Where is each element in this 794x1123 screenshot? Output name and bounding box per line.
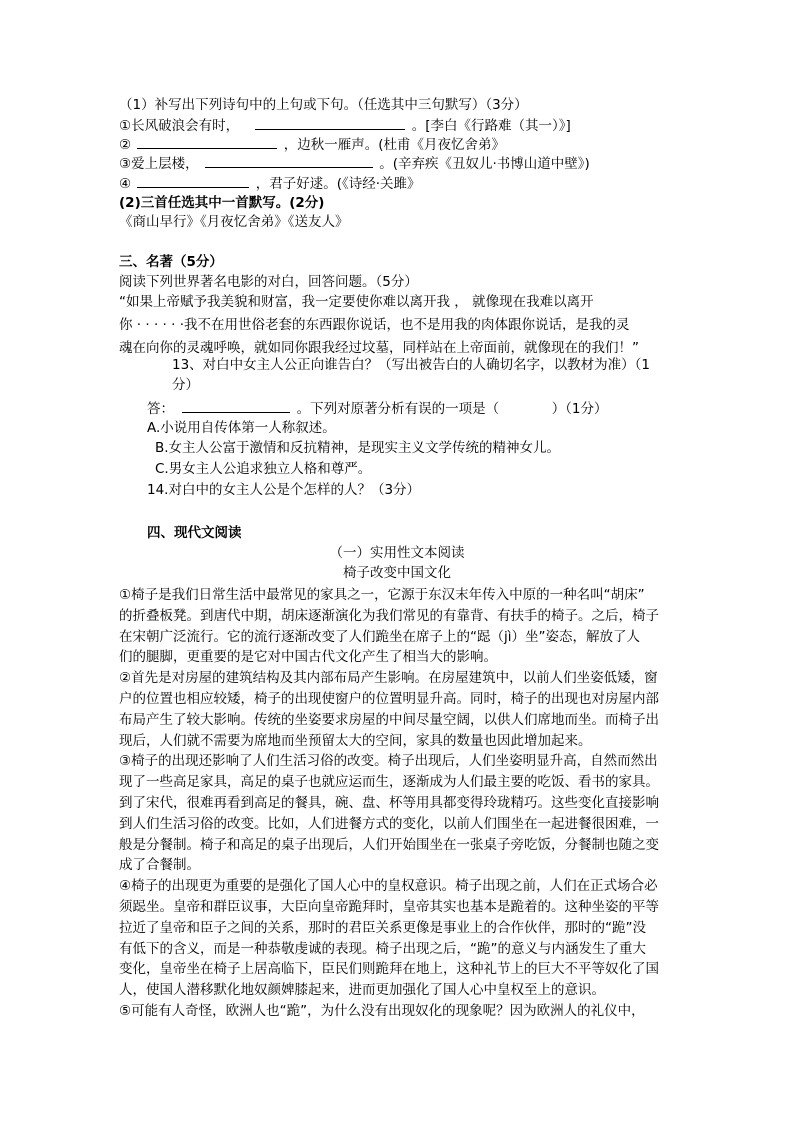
article-line: 到了宋代，很难再看到高足的餐具，碗、盘、杯等用具都变得玲珑精巧。这些变化直接影响 xyxy=(119,795,659,811)
article-line: 成了合餐制。 xyxy=(119,857,200,874)
dialogue-quote-line: 魂在向你的灵魂呼唤，就如同你跟我经过坟墓，同样站在上帝面前，就像现在的我们！” xyxy=(119,340,639,356)
question-14: 14.对白中的女主人公是个怎样的人？（3分） xyxy=(147,482,421,498)
recitation-poem-titles: 《商山早行》《月夜忆舍弟》《送友人》 xyxy=(119,214,349,230)
article-line: 到人们生活习俗的改变。比如，人们进餐方式的变化，以前人们围坐在一起进餐很困难，一 xyxy=(119,815,659,832)
article-line: 般是分餐制。椅子和高足的桌子出现后，人们开始围坐在一张桌子旁吃饭，分餐制也随之变 xyxy=(119,836,659,853)
poetry-item-1: ①长风破浪会有时， 。[李白《行路难（其一）》] xyxy=(119,115,571,136)
answer-blank[interactable] xyxy=(182,398,290,413)
dialogue-quote-line: “如果上帝赋予我美貌和财富，我一定要使你难以离开我 ， 就像现在我难以离开 xyxy=(119,294,594,310)
article-line: 在宋朝广泛流行。它的流行逐渐改变了人们跪坐在席子上的“跽（jì）坐”姿态，解放了人 xyxy=(119,628,640,645)
option-b: B.女主人公富于激情和反抗精神，是现实主义文学传统的精神女儿。 xyxy=(155,440,561,456)
article-line: 现了一些高足家具，高足的桌子也就应运而生，逐渐成为人们最主要的吃饭、看书的家具。 xyxy=(119,774,659,791)
answer-row: 答： 。下列对原著分析有误的一项是（ ）（1分） xyxy=(147,398,608,419)
section-4-heading: 四、现代文阅读 xyxy=(147,525,242,541)
poetry-question-header: （1）补写出下列诗句中的上句或下句。（任选其中三句默写）（3分） xyxy=(119,97,528,113)
article-line: 布局产生了较大影响。传统的坐姿要求房屋的中间尽量空阔，以供人们席地而坐。而椅子出 xyxy=(119,711,659,728)
recitation-question-header: (2)三首任选其中一首默写。(2分) xyxy=(119,195,325,211)
answer-blank[interactable] xyxy=(137,134,277,149)
article-line: ②首先是对房屋的建筑结构及其内部布局产生影响。在房屋建筑中，以前人们坐姿低矮，窗 xyxy=(119,670,658,687)
film-dialogue-intro: 阅读下列世界著名电影的对白，回答问题。（5分） xyxy=(119,274,418,290)
poetry-item-4: ④ ，君子好逑。(《诗经·关雎》 xyxy=(119,173,421,194)
article-line: 变化，皇帝坐在椅子上居高临下，臣民们则跪拜在地上，这种礼节上的巨大不平等奴化了国 xyxy=(119,961,659,978)
article-line: 拉近了皇帝和臣子之间的关系，那时的君臣关系更像是事业上的合作伙伴，那时的“跪”没 xyxy=(119,919,646,936)
article-line: 有低下的含义，而是一种恭敬虔诚的表现。椅子出现之后，“跪”的意义与内涵发生了重大 xyxy=(119,940,646,957)
section-subheading: （一）实用性文本阅读 xyxy=(329,545,465,561)
article-line: ①椅子是我们日常生活中最常见的家具之一，它源于东汉末年传入中原的一种名叫“胡床” xyxy=(119,587,645,603)
poetry-item-3: ③爱上层楼， 。(辛弃疾《丑奴儿·书博山道中壁》) xyxy=(119,153,590,174)
answer-blank[interactable] xyxy=(137,173,249,188)
article-line: ⑤可能有人奇怪，欧洲人也“跪”，为什么没有出现奴化的现象呢？因为欧洲人的礼仪中， xyxy=(119,1003,645,1019)
dialogue-quote-line: 你 · · · · · ·我不在用世俗老套的东西跟你说话，也不是用我的肉体跟你说话，是我的灵 xyxy=(119,317,630,333)
article-line: 须跽坐。皇帝和群臣议事，大臣向皇帝跪拜时，皇帝其实也基本是跪着的。这种坐姿的平等 xyxy=(119,899,659,915)
article-title: 椅子改变中国文化 xyxy=(343,565,451,581)
section-3-heading: 三、名著（5分） xyxy=(119,254,223,270)
article-line: 人，使国人潜移默化地奴颜婢膝起来，进而更加强化了国人心中皇权至上的意识。 xyxy=(119,982,605,999)
answer-blank[interactable] xyxy=(255,115,405,130)
question-13: 13、对白中女主人公正向谁告白？（写出被告白的人确切名字，以教材为准）（1 xyxy=(172,357,651,373)
question-13-cont: 分） xyxy=(172,377,199,393)
answer-blank[interactable] xyxy=(205,153,373,168)
article-line: 现后，人们就不需要为席地而坐预留太大的空间，家具的数量也因此增加起来。 xyxy=(119,732,592,749)
article-line: 户的位置也相应较矮，椅子的出现使窗户的位置明显升高。同时，椅子的出现也对房屋内部 xyxy=(119,691,659,707)
option-c: C.男女主人公追求独立人格和尊严。 xyxy=(155,461,372,477)
article-line: 们的腿脚，更重要的是它对中国古代文化产生了相当大的影响。 xyxy=(119,649,497,666)
poetry-item-2: ② ，边秋一雁声。(杜甫《月夜忆舍弟》 xyxy=(119,134,505,155)
option-a: A.小说用自传体第一人称叙述。 xyxy=(147,420,336,436)
article-line: ③椅子的出现还影响了人们生活习俗的改变。椅子出现后，人们坐姿明显升高，自然而然出 xyxy=(119,753,658,770)
article-line: ④椅子的出现更为重要的是强化了国人心中的皇权意识。椅子出现之前，人们在正式场合必 xyxy=(119,878,658,895)
article-line: 的折叠板凳。到唐代中期，胡床逐渐演化为我们常见的有靠背、有扶手的椅子。之后，椅子 xyxy=(119,607,659,624)
